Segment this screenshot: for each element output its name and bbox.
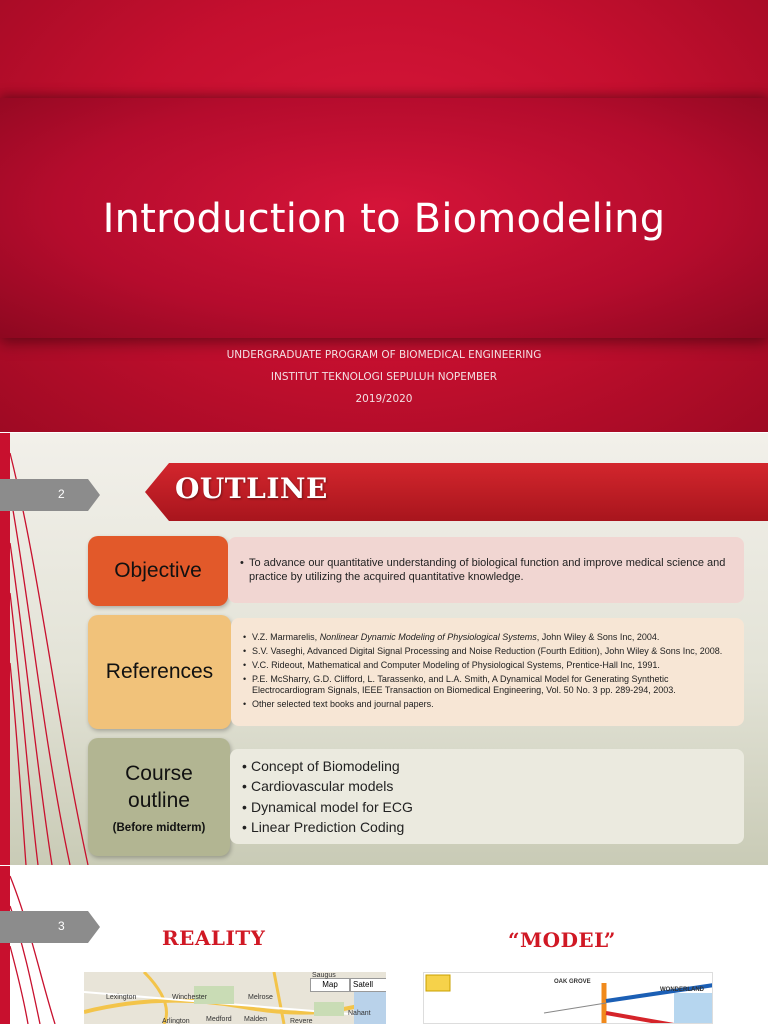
reference-item: • P.E. McSharry, G.D. Clifford, L. Tarassenko, and L.A. Smith, A Dynamical Model for Generating Synthetic Electrocardiogram Signals, IEEE Transaction on Biomedical Engineering, Vol. 50 No. 3 pp. 289-294, 2003.	[243, 674, 730, 696]
title-slide	[0, 0, 768, 432]
outline-banner	[145, 463, 768, 521]
course-item: • Dynamical model for ECG	[242, 797, 730, 818]
institute-subtitle: INSTITUT TEKNOLOGI SEPULUH NOPEMBER	[270, 371, 498, 383]
reference-item: • V.C. Rideout, Mathematical and Computer Modeling of Physiological Systems, Prentice-Hall Inc, 1991.	[243, 660, 730, 671]
station-label: OAK GROVE	[554, 979, 591, 985]
reference-item: • Other selected text books and journal papers.	[243, 699, 730, 710]
course-item: • Linear Prediction Coding	[242, 817, 730, 838]
model-transit-map	[423, 972, 713, 1024]
course-label-line1: Course	[125, 762, 193, 785]
references-label-box	[88, 615, 231, 729]
objective-content-box	[228, 537, 744, 603]
reference-item: • V.Z. Marmarelis, Nonlinear Dynamic Modeling of Physiological Systems, John Wiley & Sons Inc, 2004.	[243, 632, 730, 643]
slide-number: 3	[58, 919, 65, 933]
references-content-box	[231, 618, 744, 726]
course-outline-content-box	[230, 749, 744, 844]
year-subtitle: 2019/2020	[355, 393, 413, 405]
references-label: References	[105, 660, 214, 683]
reference-item: • S.V. Vaseghi, Advanced Digital Signal Processing and Noise Reduction (Fourth Edition), John Wiley & Sons Inc, 2008.	[243, 646, 730, 657]
map-place-label: Malden	[244, 1016, 267, 1023]
model-heading: “MODEL”	[508, 928, 616, 952]
map-place-label: Medford	[206, 1016, 232, 1023]
objective-item: • To advance our quantitative understanding of biological function and improve medical science and practice by utilizing the acquired quantitative knowledge.	[240, 556, 730, 584]
course-label-line2: outline	[128, 789, 190, 812]
map-place-label: Arlington	[162, 1018, 190, 1024]
map-place-label: Winchester	[172, 994, 208, 1001]
program-subtitle: UNDERGRADUATE PROGRAM OF BIOMEDICAL ENGINEERING	[226, 349, 542, 361]
course-item: • Cardiovascular models	[242, 776, 730, 797]
map-place-label: Nahant	[348, 1010, 371, 1017]
satellite-view-button[interactable]: Satell	[350, 978, 386, 992]
map-place-label: Saugus	[312, 972, 336, 979]
reality-model-slide	[0, 866, 768, 1024]
outline-heading: OUTLINE	[175, 472, 328, 505]
course-outline-label-box	[88, 738, 230, 856]
reality-heading: REALITY	[162, 926, 266, 950]
map-place-label: Melrose	[248, 994, 273, 1001]
reality-map[interactable]	[84, 972, 386, 1024]
slide-number: 2	[58, 487, 65, 501]
course-item: • Concept of Biomodeling	[242, 756, 730, 777]
map-place-label: Revere	[290, 1018, 313, 1024]
objective-label-box	[88, 536, 228, 606]
station-label: WONDERLAND	[660, 987, 704, 993]
decorative-swoosh-lines	[0, 866, 90, 1024]
course-sublabel: (Before midterm)	[112, 822, 206, 834]
map-place-label: Lexington	[106, 994, 137, 1001]
outline-slide	[0, 433, 768, 865]
objective-label: Objective	[114, 559, 202, 582]
slide-title: Introduction to Biomodeling	[102, 196, 666, 242]
map-view-button[interactable]: Map	[310, 978, 350, 992]
